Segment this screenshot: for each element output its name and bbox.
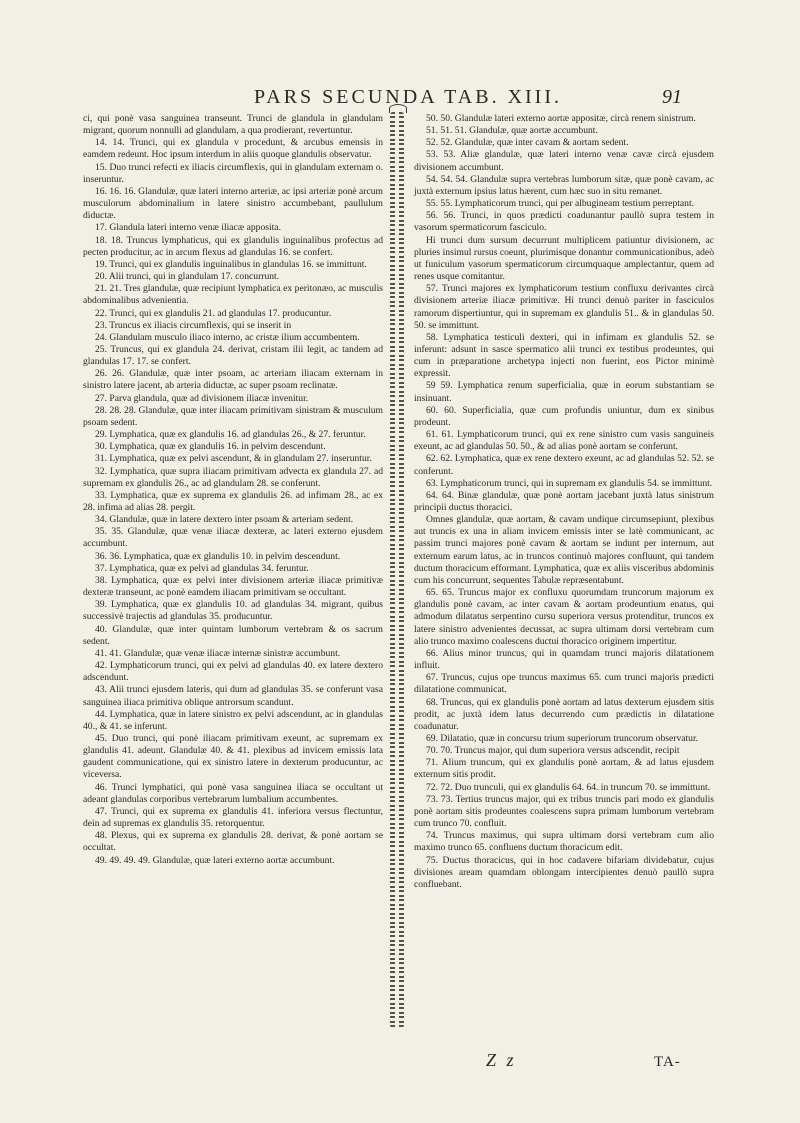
legend-entry: 45. Duo trunci, qui ponè iliacam primitivam exeunt, ac supremam ex glandulis 41. adeunt. Glandulæ 40. & 41. plexibus ad invicem emissis lata gaudent communicatione, qui ex sinistro latere in dexterum producuntur, ac viceversa. — [83, 732, 383, 781]
legend-entry: 50. 50. Glandulæ lateri externo aortæ appositæ, circà renem sinistrum. — [426, 113, 696, 124]
legend-entry: 19. Trunci, qui ex glandulis inguinalibus in glandulas 16. se immittunt. — [95, 258, 367, 270]
legend-entry: 33. Lymphatica, quæ ex suprema ex glandulis 26. ad infimam 28., ac ex 28. infima ad alias 28. pergit. — [83, 489, 383, 513]
legend-entry: 52. 52. Glandulæ, quæ inter cavam & aortam sedent. — [426, 137, 629, 149]
legend-entry: 21. 21. Tres glandulæ, quæ recipiunt lymphatica ex peritonæo, ac musculis abdominalibus advenientia. — [83, 283, 383, 307]
legend-entry: 66. Alius minor truncus, qui in quamdam trunci majoris dilatationem influit. — [414, 647, 714, 672]
legend-entry: 18. 18. Truncus lymphaticus, qui ex glandulis inguinalibus profectus ad pecten producitur, ac in arcum flexus ad glandulas 16. se confert. — [83, 234, 383, 258]
legend-entry: 41. 41. Glandulæ, quæ venæ iliacæ internæ sinistræ accumbunt. — [95, 647, 341, 659]
legend-entry: 20. Alii trunci, qui in glandulam 17. concurrunt. — [95, 271, 280, 283]
legend-entry: 26. 26. Glandulæ, quæ inter psoam, ac arteriam iliacam externam in sinistro latere jacent, ab arteria diductæ, ac super psoam reclinatæ. — [83, 368, 383, 392]
legend-entry: 29. Lymphatica, quæ ex glandulis 16. ad glandulas 26., & 27. feruntur. — [95, 429, 366, 441]
legend-entry: Omnes glandulæ, quæ aortam, & cavam undique circumsepiunt, plexibus aut truncis ex una in aliam invicem emissis inter se latè communicant, ac passim trunci majores ponè cavam & aortam se indunt per internum, aut externum earum latus, ac in truncos continuò majores confluunt, qui tandem ductum thoracicum efformant. Lymphatica, quæ ex aliis visceribus abdominis cum his concurrunt, sequentes Tabulæ repræsentabunt. — [414, 514, 714, 586]
legend-entry: 72. 72. Duo trunculi, qui ex glandulis 64. 64. in truncum 70. se immittunt. — [426, 781, 711, 793]
legend-entry: 48. Plexus, qui ex suprema ex glandulis 28. derivat, & ponè aortam se occultat. — [83, 830, 383, 854]
legend-entry: 63. Lymphaticorum trunci, qui in supremam ex glandulis 54. se immittunt. — [426, 477, 713, 489]
legend-entry: 54. 54. 54. Glandulæ supra vertebras lumborum sitæ, quæ ponè cavam, ac juxtà externum ipsius latus hærent, cum hæc suo in situ remanet. — [414, 173, 714, 197]
running-head: PARS SECUNDA TAB. XIII. — [253, 86, 562, 108]
legend-entry: 30. Lymphatica, quæ ex glandulis 16. in pelvim descendunt. — [95, 441, 326, 453]
legend-entry: 59 59. Lymphatica renum superficialia, quæ in eorum substantiam se insinuant. — [414, 380, 714, 404]
legend-entry: 14. 14. Trunci, qui ex glandula v procedunt, & arcubus emensis in eamdem redeunt. Hoc ipsum interdum in aliis quoque glandulis observatur. — [83, 137, 383, 161]
legend-entry: 28. 28. 28. Glandulæ, quæ inter iliacam primitivam sinistram & musculum psoam sedent. — [83, 404, 383, 428]
legend-entry: 64. 64. Binæ glandulæ, quæ ponè aortam jacebant juxtà latus sinistrum principii ductus thoracici. — [414, 489, 714, 513]
legend-entry: 37. Lymphatica, quæ ex pelvi ad glandulas 34. feruntur. — [95, 562, 309, 574]
legend-entry: 74. Truncus maximus, qui supra ultimam dorsi vertebram cum alio maximo trunco 65. confluens ductum thoracicum edit. — [414, 830, 714, 854]
legend-entry: 43. Alii trunci ejusdem lateris, qui dum ad glandulas 35. se conferunt vasa sanguinea iliaca primitiva oblique antrorsum scandunt. — [83, 684, 383, 708]
legend-entry: 71. Alium truncum, qui ex glandulis ponè aortam, & ad latus ejusdem externum sitis prodit. — [414, 757, 714, 781]
legend-entry: 60. 60. Superficialia, quæ cum profundis uniuntur, dum ex sinibus prodeunt. — [414, 404, 714, 428]
column-divider-ornament — [390, 112, 404, 1028]
legend-entry: 51. 51. 51. Glandulæ, quæ aortæ accumbunt. — [426, 125, 598, 137]
legend-entry: 49. 49. 49. 49. Glandulæ, quæ lateri externo aortæ accumbunt. — [95, 854, 335, 866]
legend-entry: Hi trunci dum sursum decurrunt multiplicem patiuntur divisionem, ac pluries insimul rursus coeunt, plurimisque donantur communicationibus, adeò ut funiculum vasorum spermaticorum circumquaque amplectantur, quem ad renes usque comitantur. — [414, 234, 714, 283]
legend-entry: 75. Ductus thoracicus, qui in hoc cadavere bifariam dividebatur, cujus divisiones aream quamdam oblongam intercipientes denuò paullò supra confluebant. — [414, 854, 714, 890]
legend-entry: 16. 16. 16. Glandulæ, quæ lateri interno arteriæ, ac ipsi arteriæ ponè arcum musculorum abdominalium in latere sinistro accumbebant, paullulum diductæ. — [83, 185, 384, 222]
legend-entry: 44. Lymphatica, quæ in latere sinistro ex pelvi adscendunt, ac in glandulas 40., & 41. se inferunt. — [83, 708, 383, 732]
legend-entry: 46. Trunci lymphatici, qui ponè vasa sanguinea iliaca se occultant ut adeant glandulas corporibus vertebrarum lumbalium accumbentes. — [83, 781, 383, 805]
legend-entry: 15. Duo trunci refecti ex iliacis circumflexis, qui in glandulam externam o. inseruntur. — [83, 161, 383, 185]
legend-entry: 32. Lymphatica, quæ supra iliacam primitivam advecta ex glandula 27. ad supremam ex glandulis 26., ac ad glandulam 28. se conferunt. — [83, 465, 383, 489]
legend-entry: 38. Lymphatica, quæ ex pelvi inter divisionem arteriæ iliacæ primitivæ dexteræ transeunt, ac ponè eamdem iliacam primitivam se occultant. — [83, 574, 383, 599]
legend-entry: 70. 70. Truncus major, qui dum superiora versus adscendit, recipit — [426, 745, 680, 757]
legend-entry: 31. Lymphatica, quæ ex pelvi ascendunt, & in glandulam 27. inseruntur. — [95, 453, 372, 465]
legend-entry: 42. Lymphaticorum trunci, qui ex pelvi ad glandulas 40. ex latere dextero adscendunt. — [83, 660, 383, 684]
legend-entry: 23. Truncus ex iliacis circumflexis, qui se inserit in — [95, 319, 292, 331]
legend-entry: 47. Trunci, qui ex suprema ex glandulis 41. inferiora versus flectuntur, dein ad supremas ex glandulis 35. retorquentur. — [83, 805, 383, 830]
legend-entry: 39. Lymphatica, quæ ex glandulis 10. ad glandulas 34. migrant, quibus successivè trajectis ad glandulas 35. producuntur. — [83, 599, 383, 623]
legend-entry: 73. 73. Tertius truncus major, qui ex tribus truncis pari modo ex glandulis ponè aortam sitis prodeuntes coalescens supra primam lumborum vertebram cum trunco 70. confluit. — [414, 793, 714, 830]
left-column — [83, 113, 383, 867]
legend-entry: 53. 53. Aliæ glandulæ, quæ lateri interno venæ cavæ circà ejusdem divisionem accumbunt. — [414, 149, 714, 173]
signature-mark: Z z — [486, 1050, 517, 1070]
legend-entry: ci, qui ponè vasa sanguinea transeunt. Trunci de glandula in glandulam migrant, quorum nonnulli ad glandulam, a qua prodierant, revertuntur. — [83, 113, 383, 137]
legend-entry: 62. 62. Lymphatica, quæ ex rene dextero exeunt, ac ad glandulas 52. 52. se conferunt. — [414, 453, 714, 477]
legend-entry: 40. Glandulæ, quæ inter quintam lumborum vertebram & os sacrum sedent. — [83, 623, 383, 647]
legend-entry: 24. Glandulam musculo iliaco interno, ac cristæ ilium accumbentem. — [95, 331, 360, 343]
legend-entry: 22. Trunci, qui ex glandulis 21. ad glandulas 17. producuntur. — [95, 307, 332, 319]
legend-entry: 61. 61. Lymphaticorum trunci, qui ex rene sinistro cum vasis sanguineis exeunt, ac ad glandulas 50. 50., & ad alias ponè aortam se conferunt. — [414, 429, 714, 453]
legend-entry: 17. Glandula lateri interno venæ iliacæ apposita. — [95, 222, 281, 234]
legend-entry: 57. Trunci majores ex lymphaticorum testium confluxu derivantes circà divisionem arteriæ iliacæ primitivæ. Hi trunci denuò pariter in fasciculos ramorum dispertiuntur, qui in supremam ex glandulis 51.. & in glandulas 50. 50. se immittunt. — [414, 283, 714, 331]
legend-entry: 69. Dilatatio, quæ in concursu trium superiorum truncorum observatur. — [426, 732, 699, 744]
legend-entry: 55. 55. Lymphaticorum trunci, qui per albugineam testium perreptant. — [426, 198, 695, 210]
legend-entry: 68. Truncus, qui ex glandulis ponè aortam ad latus dexterum ejusdem sitis prodit, ac juxtà idem latus decurrendo cum prædictis in dilatatione coadunatur. — [414, 696, 714, 732]
legend-entry: 35. 35. Glandulæ, quæ venæ iliacæ dexteræ, ac lateri externo ejusdem accumbunt. — [83, 526, 383, 550]
catchword: TA- — [654, 1054, 681, 1070]
legend-entry: 36. 36. Lymphatica, quæ ex glandulis 10. in pelvim descendunt. — [95, 550, 341, 562]
legend-entry: 56. 56. Trunci, in quos prædicti coadunantur paullò supra testem in vasorum spermaticorum fasciculo. — [414, 210, 714, 234]
right-column — [414, 113, 714, 891]
legend-entry: 25. Truncus, qui ex glandula 24. derivat, cristam ilii legit, ac tandem ad glandulas 17. 17. se confert. — [83, 343, 383, 368]
legend-entry: 27. Parva glandula, quæ ad divisionem iliacæ invenitur. — [95, 392, 309, 404]
page-number: 91 — [662, 86, 682, 108]
legend-entry: 67. Truncus, cujus ope truncus maximus 65. cum trunci majoris prædicti dilatatione communicat. — [414, 672, 714, 696]
legend-entry: 58. Lymphatica testiculi dexteri, qui in infimam ex glandulis 52. se inferunt: adsunt in sasce spermatico alii trunci ex testibus prodeuntes, qui cum in præparatione archetypa injecti non fuerint, eos Pictor minimè expressit. — [414, 331, 714, 380]
legend-entry: 34. Glandulæ, quæ in latere dextero inter psoam & arteriam sedent. — [95, 514, 354, 526]
legend-entry: 65. 65. Truncus major ex confluxu quorumdam truncorum majorum ex glandulis ponè cavam, ac inter cavam & aortam prodeuntium enatus, qui admodum dilatatus serpentino cursu superiora versus protenditur, truncos ex latere sinistro advenientes decussat, ac supra ultimam dorsi vertebram cum alio trunco maximo coalescens ductui thoracico originem impertitur. — [414, 587, 714, 647]
